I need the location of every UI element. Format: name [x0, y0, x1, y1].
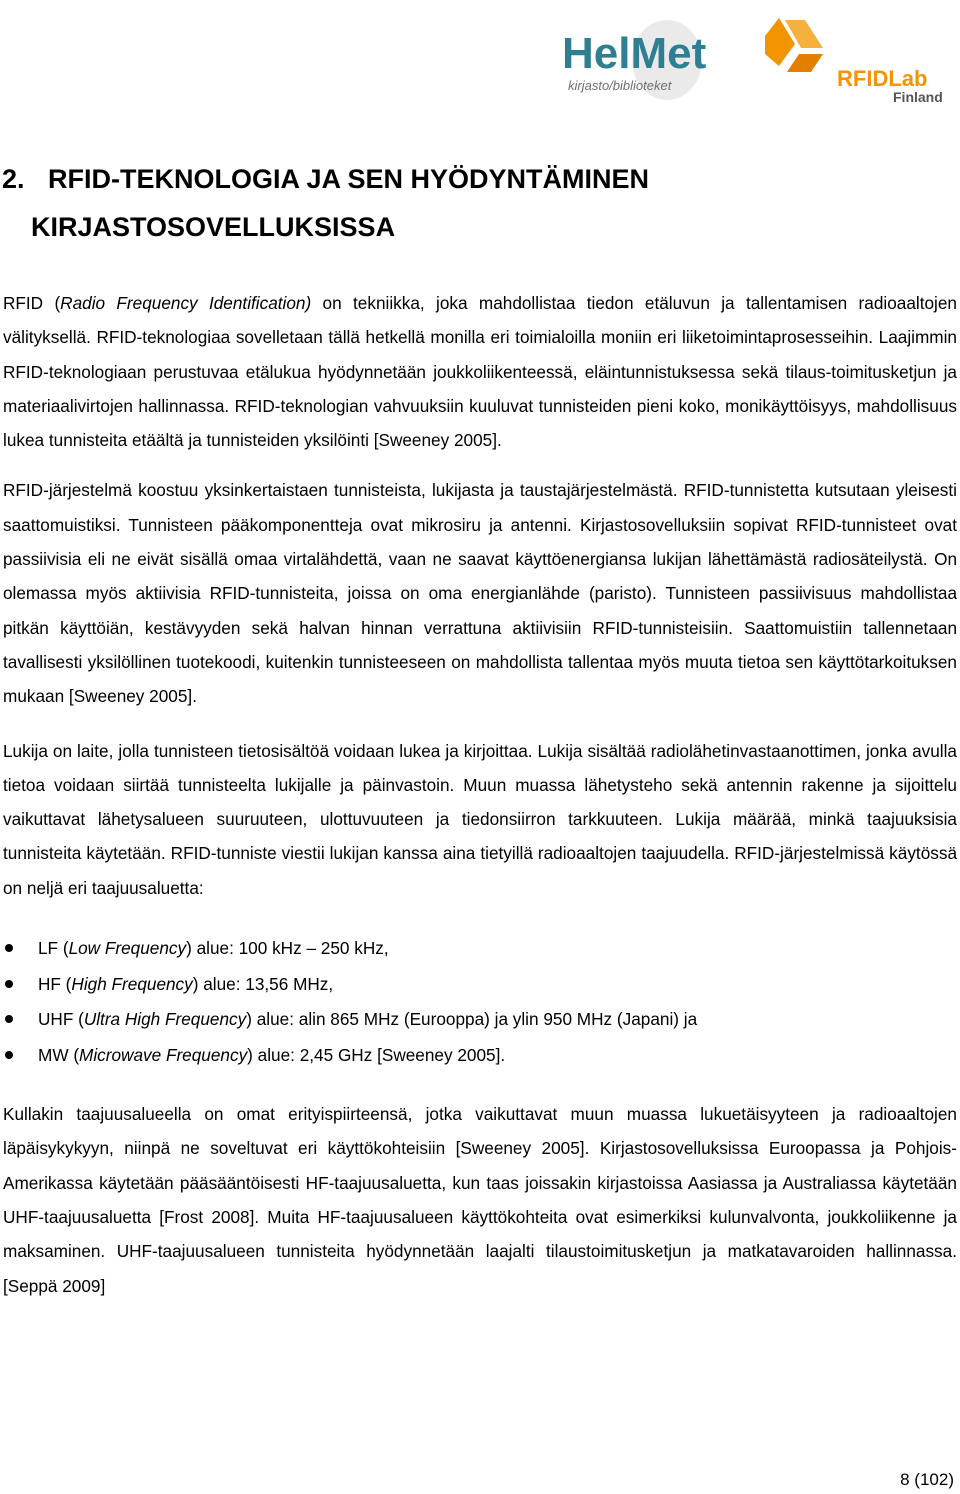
- list-item-text: ) alue: 100 kHz – 250 kHz,: [186, 938, 389, 959]
- list-item-text: UHF (: [38, 1009, 84, 1030]
- body-content: [3, 286, 957, 1303]
- paragraph-rfid-intro: [3, 286, 957, 457]
- list-item-text: ) alue: 2,45 GHz [Sweeney 2005].: [247, 1044, 506, 1065]
- list-item-text: HF (: [38, 973, 72, 994]
- paragraph-reader: Lukija on laite, jolla tunnisteen tietosisältöä voidaan lukea ja kirjoittaa. Lukija sisältää radiolähetinvastaanottimen, jonka avulla tietoa voidaan siirtää tunnisteelta lukijalle ja päinvastoin. Muun muassa lähetysteho sekä antennin rakenne ja sijoittelu vaikuttavat lähetysalueen suuruuteen, ulottuvuuteen ja tiedonsiirron tarkkuuteen. Lukija määrää, minkä taajuuksisia tunnisteita käytetään. RFID-tunniste viestii lukijan kanssa aina tietyillä radioaaltojen taajuudella. RFID-järjestelmissä käytössä on neljä eri taajuusaluetta:: [3, 740, 957, 898]
- paragraph-rfid-system: RFID-järjestelmä koostuu yksinkertaistaen tunnisteista, lukijasta ja taustajärjestelmästä. RFID-tunnistetta kutsutaan yleisesti saattomuistiksi. Tunnisteen pääkomponentteja ovat mikrosiru ja antenni. Kirjastosovelluksiin sopivat RFID-tunnisteet ovat passiivisia eli ne eivät sisällä omaa virtalähdettä, vaan ne saavat käyttöenergiansa lukijan lähettämästä radiosäteilystä. On olemassa myös aktiivisia RFID-tunnisteita, joissa on oma energianlähde (paristo). Tunnisteen passiivisuus mahdollistaa pitkän käyttöiän, kestävyyden sekä halvan hinnan verrattuna aktiivisiin RFID-tunnisteisiin. Saattomuistiin tallennetaan tavallisesti yksilöllinen tuotekoodi, kuitenkin tunnisteeseen on mahdollista tallentaa myös muuta tietoa sen käyttötarkoituksen mukaan [Sweeney 2005].: [3, 480, 957, 707]
- list-item-italic: Low Frequency: [68, 938, 187, 959]
- section-title-line1: RFID-TEKNOLOGIA JA SEN HYÖDYNTÄMINEN: [48, 164, 650, 194]
- list-item-italic: Microwave Frequency: [79, 1044, 248, 1065]
- section-title-line2: KIRJASTOSOVELLUKSISSA: [31, 212, 396, 242]
- helmet-logo-name: HelMet: [562, 29, 707, 78]
- helmet-logo: [560, 8, 740, 108]
- helmet-logo-tagline: kirjasto/biblioteket: [568, 78, 672, 93]
- list-item: [3, 967, 957, 1003]
- list-item: [3, 931, 957, 967]
- rfidlab-logo: [765, 14, 945, 106]
- list-item-text: MW (: [38, 1044, 80, 1065]
- list-item-text: LF (: [38, 938, 69, 959]
- frequency-list: [3, 931, 957, 1073]
- section-heading: [2, 155, 932, 251]
- page-number: 8 (102): [900, 1470, 954, 1489]
- section-number: 2.: [2, 164, 25, 194]
- header-logos: [560, 8, 955, 108]
- list-item: [3, 1038, 957, 1074]
- list-item-text: ) alue: 13,56 MHz,: [192, 973, 334, 994]
- rfidlab-logo-sub: Finland: [893, 89, 943, 105]
- bullet-icon: [5, 1015, 13, 1023]
- bullet-icon: [5, 944, 13, 952]
- paragraph-frequency-usage: Kullakin taajuusalueella on omat erityispiirteensä, jotka vaikuttavat muun muassa lukuetäisyyteen ja radioaaltojen läpäisykykyyn, niinpä ne soveltuvat eri käyttökohteisiin [Sweeney 2005]. Kirjastosovelluksissa Euroopassa ja Pohjois-Amerikassa käytetään pääsääntöisesti HF-taajuusaluetta, kun taas joissakin kirjastoissa Aasiassa ja Australiassa käytetään UHF-taajuusaluetta [Frost 2008]. Muita HF-taajuusalueen käyttökohteita ovat esimerkiksi kulunvalvonta, joukkoliikenne ja maksaminen. UHF-taajuusalueen tunnisteita hyödynnetään laajalti tilaustoimitusketjun ja matkatavaroiden hallinnassa. [Seppä 2009]: [3, 1104, 957, 1296]
- paragraph-rfid-intro-pre: RFID (: [3, 293, 61, 313]
- bullet-icon: [5, 1051, 13, 1059]
- list-item-italic: Ultra High Frequency: [83, 1009, 247, 1030]
- list-item-text: ) alue: alin 865 MHz (Eurooppa) ja ylin 950 MHz (Japani) ja: [246, 1009, 698, 1030]
- list-item: [3, 1002, 957, 1038]
- bullet-icon: [5, 980, 13, 988]
- paragraph-rfid-intro-rest: on tekniikka, joka mahdollistaa tiedon etäluvun ja tallentamisen radioaaltojen välityksellä. RFID-teknologiaa sovelletaan tällä hetkellä monilla eri toimialoilla moniin eri liiketoimintaprosesseihin. Laajimmin RFID-teknologiaan perustuvaa etälukua hyödynnetään joukkoliikenteessä, eläintunnistuksessa sekä tilaus-toimitusketjun ja materiaalivirtojen hallinnassa. RFID-teknologian vahvuuksiin kuuluvat tunnisteiden pieni koko, monikäyttöisyys, mahdollisuus lukea tunnisteita etäältä ja tunnisteiden yksilöinti [Sweeney 2005].: [3, 293, 957, 451]
- rfidlab-logo-name: RFIDLab: [837, 66, 928, 91]
- list-item-italic: High Frequency: [71, 973, 193, 994]
- paragraph-rfid-intro-italic: Radio Frequency Identification): [60, 293, 312, 313]
